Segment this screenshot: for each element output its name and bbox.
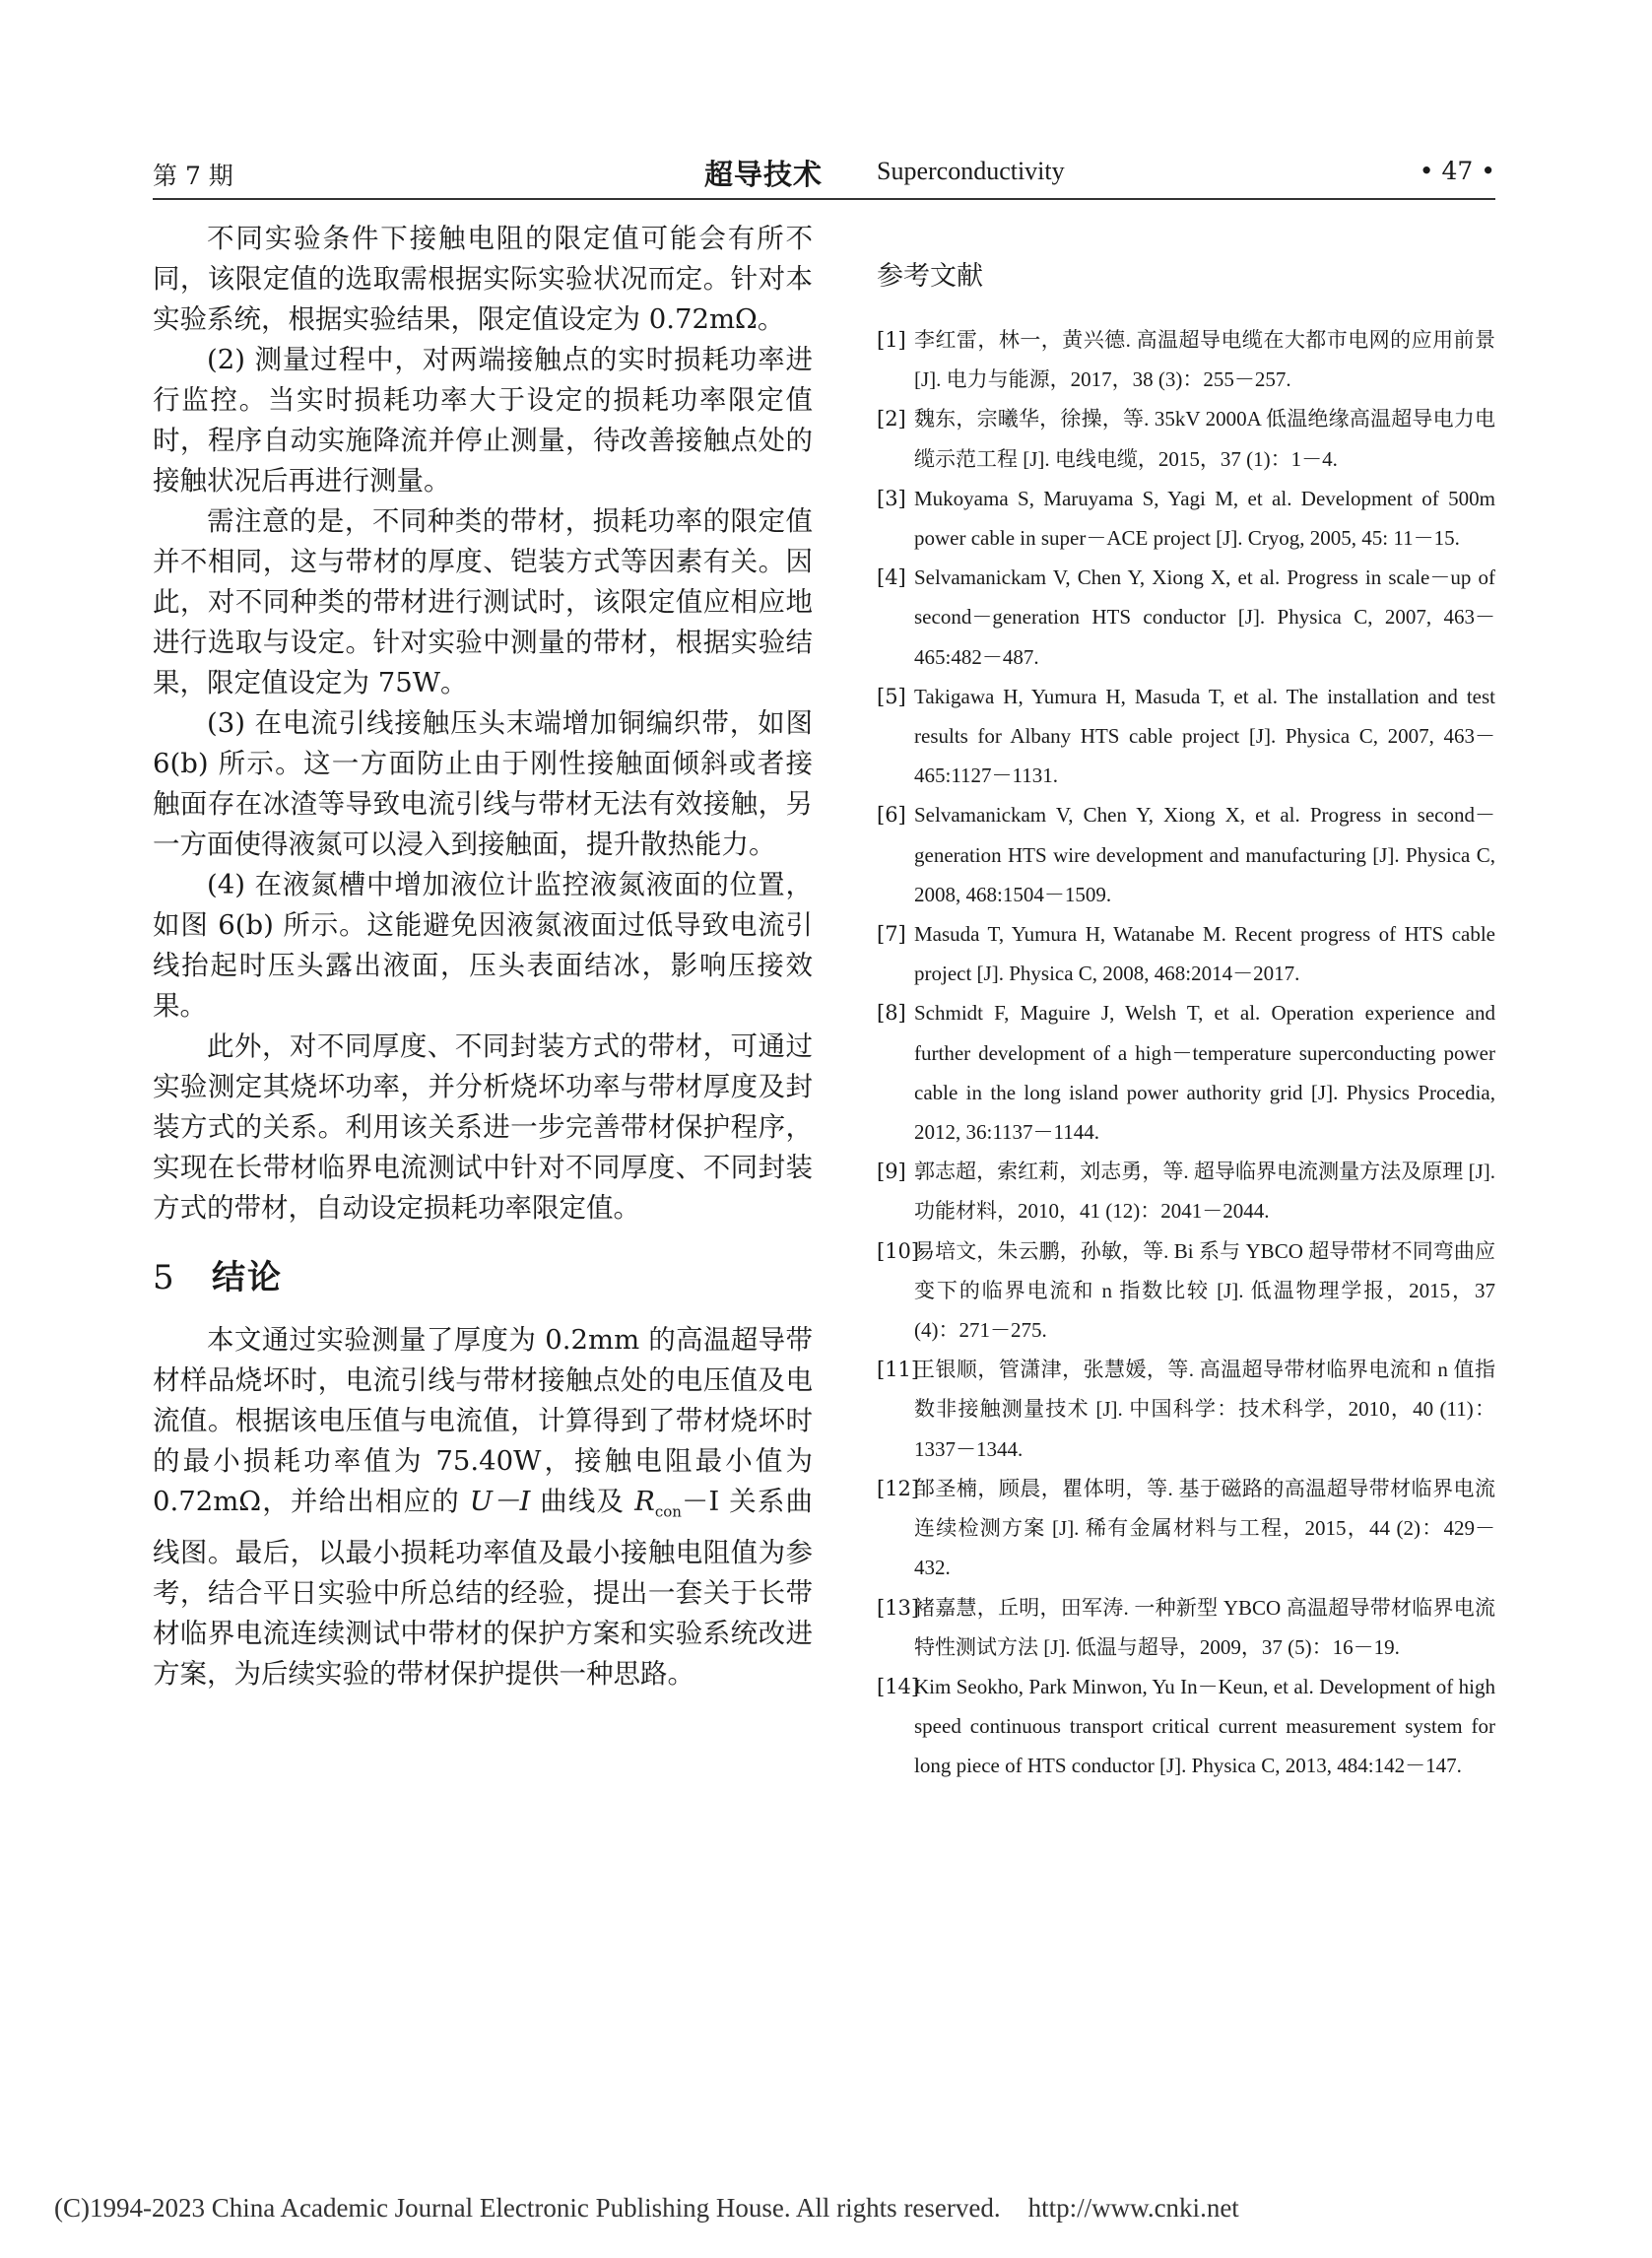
journal-title-cn: 超导技术: [704, 158, 824, 191]
reference-text: Schmidt F, Maguire J, Welsh T, et al. Operation experience and further development of a high－temperature superconducting power cable in the long island power authority grid [J]. Physics Procedia, 2012, 36:1137－1144.: [914, 1001, 1495, 1145]
reference-index: [9]: [877, 1160, 906, 1184]
reference-text: 王银顺，管潇津，张慧媛，等. 高温超导带材临界电流和 n 值指数非接触测量技术 [J]. 中国科学：技术科学，2010，40 (11)：1337－1344.: [914, 1358, 1495, 1461]
section-number: 5: [153, 1258, 174, 1297]
reference-item: [877, 399, 1495, 478]
reference-index: [12]: [877, 1476, 920, 1500]
reference-text: Masuda T, Yumura H, Watanabe M. Recent progress of HTS cable project [J]. Physica C, 2008, 468:2014－2017.: [914, 922, 1495, 986]
copyright-footer: [54, 2193, 1239, 2224]
running-header: [153, 153, 1495, 200]
reference-item: [877, 677, 1495, 796]
reference-item: [877, 1667, 1495, 1786]
journal-title-en: Superconductivity: [877, 157, 1065, 185]
copyright-text: (C)1994-2023 China Academic Journal Electronic Publishing House. All rights reserved.: [54, 2193, 1001, 2223]
i-symbol: －I: [681, 1486, 720, 1517]
issue-number: 第 7 期: [153, 162, 233, 190]
conclusion-paragraph: [153, 1320, 813, 1694]
reference-text: Takigawa H, Yumura H, Masuda T, et al. The installation and test results for Albany HTS cable project [J]. Physica C, 2007, 463－465:1127－1131.: [914, 684, 1495, 788]
section-heading: [153, 1250, 813, 1298]
paragraph: (2) 测量过程中，对两端接触点的实时损耗功率进行监控。当实时损耗功率大于设定的损耗功率限定值时，程序自动实施降流并停止测量，待改善接触点处的接触状况后再进行测量。: [153, 344, 813, 497]
reference-index: [14]: [877, 1674, 920, 1698]
section-title: 结论: [212, 1258, 283, 1297]
reference-text: Selvamanickam V, Chen Y, Xiong X, et al. Progress in second－generation HTS wire development and manufacturing [J]. Physica C, 2008, 468:1504－1509.: [914, 803, 1495, 906]
r-symbol: R: [634, 1486, 655, 1517]
reference-item: [877, 795, 1495, 914]
reference-item: [877, 914, 1495, 993]
paragraph: 此外，对不同厚度、不同封装方式的带材，可通过实验测定其烧坏功率，并分析烧坏功率与带材厚度及封装方式的关系。利用该关系进一步完善带材保护程序，实现在长带材临界电流测试中针对不同厚度、不同封装方式的带材，自动设定损耗功率限定值。: [153, 1030, 813, 1224]
r-subscript: con: [654, 1502, 682, 1521]
conclusion-text: 关系曲线图。最后，以最小损耗功率值及最小接触电阻值为参考，结合平日实验中所总结的经验，提出一套关于长带材临界电流连续测试中带材的保护方案和实验系统改进方案，为后续实验的带材保护提供一种思路。: [153, 1486, 813, 1690]
reference-index: [5]: [877, 684, 906, 708]
conclusion-text: 本文通过实验测量了厚度为 0.2mm 的高温超导带材样品烧坏时，电流引线与带材接触点处的电压值及电流值。根据该电压值与电流值，计算得到了带材烧坏时的最小损耗功率值为 75.40W，接触电阻最小值为 0.72mΩ，并给出相应的: [153, 1324, 813, 1517]
reference-item: [877, 479, 1495, 558]
references-title: 参考文献: [877, 261, 983, 292]
paragraph: 不同实验条件下接触电阻的限定值可能会有所不同，该限定值的选取需根据实际实验状况而定。针对本实验系统，根据实验结果，限定值设定为 0.72mΩ。: [153, 223, 813, 335]
reference-index: [2]: [877, 407, 906, 432]
references-column: [877, 254, 1495, 1786]
reference-item: [877, 1152, 1495, 1230]
reference-item: [877, 1588, 1495, 1667]
reference-text: Mukoyama S, Maruyama S, Yagi M, et al. Development of 500m power cable in super－ACE project [J]. Cryog, 2005, 45: 11－15.: [914, 486, 1495, 551]
reference-item: [877, 1469, 1495, 1588]
paragraph: 需注意的是，不同种类的带材，损耗功率的限定值并不相同，这与带材的厚度、铠装方式等因素有关。因此，对不同种类的带材进行测试时，该限定值应相应地进行选取与设定。针对实验中测量的带材，根据实验结果，限定值设定为 75W。: [153, 505, 813, 698]
reference-text: 褚嘉慧，丘明，田军涛. 一种新型 YBCO 高温超导带材临界电流特性测试方法 [J]. 低温与超导，2009，37 (5)：16－19.: [914, 1595, 1495, 1659]
reference-index: [13]: [877, 1595, 920, 1620]
reference-index: [3]: [877, 486, 906, 510]
reference-item: [877, 1350, 1495, 1469]
left-column: [153, 219, 813, 1694]
reference-text: 邹圣楠，顾晨，瞿体明，等. 基于磁路的高温超导带材临界电流连续检测方案 [J]. 稀有金属材料与工程，2015，44 (2)：429－432.: [914, 1476, 1495, 1580]
paragraph: (4) 在液氮槽中增加液位计监控液氮液面的位置，如图 6(b) 所示。这能避免因液氮液面过低导致电流引线抬起时压头露出液面，压头表面结冰，影响压接效果。: [153, 869, 813, 1022]
reference-item: [877, 320, 1495, 399]
reference-text: 李红雷，林一，黄兴德. 高温超导电缆在大都市电网的应用前景 [J]. 电力与能源，2017，38 (3)：255－257.: [914, 328, 1495, 392]
ui-symbol: U－I: [469, 1486, 531, 1517]
reference-index: [7]: [877, 922, 906, 947]
reference-text: Selvamanickam V, Chen Y, Xiong X, et al. Progress in scale－up of second－generation HTS conductor [J]. Physica C, 2007, 463－465:482－487.: [914, 565, 1495, 669]
reference-list: [877, 320, 1495, 1786]
conclusion-text: 曲线及: [530, 1486, 635, 1517]
reference-index: [6]: [877, 803, 906, 828]
reference-text: Kim Seokho, Park Minwon, Yu In－Keun, et al. Development of high speed continuous transport critical current measurement system for long piece of HTS conductor [J]. Physica C, 2013, 484:142－147.: [914, 1674, 1495, 1778]
reference-index: [10]: [877, 1238, 920, 1263]
reference-item: [877, 558, 1495, 677]
paragraph: (3) 在电流引线接触压头末端增加铜编织带，如图 6(b) 所示。这一方面防止由于刚性接触面倾斜或者接触面存在冰渣等导致电流引线与带材无法有效接触，另一方面使得液氮可以浸入到接触面，提升散热能力。: [153, 707, 813, 860]
reference-item: [877, 1231, 1495, 1351]
reference-item: [877, 993, 1495, 1152]
reference-text: 郭志超，索红莉，刘志勇，等. 超导临界电流测量方法及原理 [J]. 功能材料，2010，41 (12)：2041－2044.: [914, 1160, 1495, 1224]
page-number: • 47 •: [1419, 157, 1495, 185]
cnki-link[interactable]: http://www.cnki.net: [1027, 2193, 1239, 2223]
reference-index: [4]: [877, 565, 906, 590]
reference-index: [8]: [877, 1001, 906, 1026]
reference-text: 魏东，宗曦华，徐操，等. 35kV 2000A 低温绝缘高温超导电力电缆示范工程 [J]. 电线电缆，2015，37 (1)：1－4.: [914, 407, 1495, 471]
reference-text: 易培文，朱云鹏，孙敏，等. Bi 系与 YBCO 超导带材不同弯曲应变下的临界电流和 n 指数比较 [J]. 低温物理学报，2015，37 (4)：271－275.: [914, 1238, 1495, 1343]
reference-index: [1]: [877, 328, 906, 352]
reference-index: [11]: [877, 1358, 920, 1382]
